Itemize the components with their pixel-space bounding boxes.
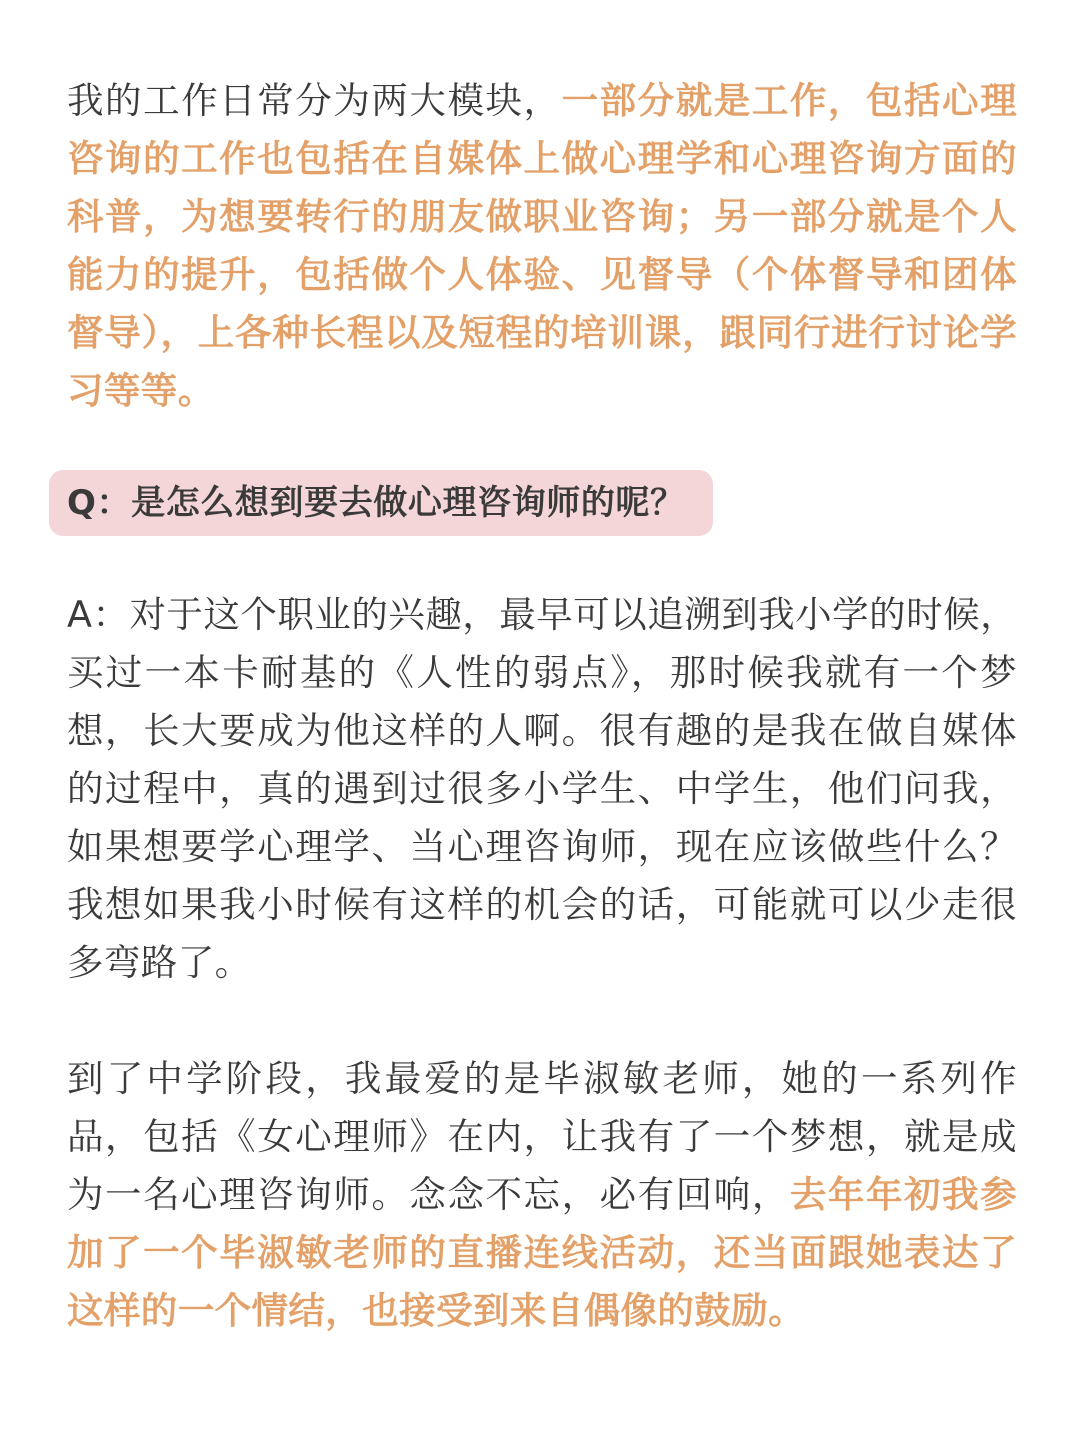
paragraph-plain-text: 到了中学阶段，我最爱的是毕淑敏老师，她的一系列作品，包括《女心理师》在内，让我有了一个梦想，就是成为一名心理咨询师。念念不忘，必有回响， — [67, 1057, 1017, 1216]
question-banner: Q：是怎么想到要去做心理咨询师的呢？ — [49, 470, 713, 536]
paragraph-plain-text: 我的工作日常分为两大模块， — [67, 79, 562, 122]
paragraph-middle-school — [67, 1050, 1017, 1340]
paragraph-highlight-text: 一部分就是工作，包括心理咨询的工作也包括在自媒体上做心理学和心理咨询方面的科普，为想要转行的朋友做职业咨询；另一部分就是个人能力的提升，包括做个人体验、见督导（个体督导和团体督导），上各种长程以及短程的培训课，跟同行进行讨论学习等等。 — [67, 79, 1017, 412]
article-body — [67, 72, 1017, 1340]
paragraph-work-modules — [67, 72, 1017, 420]
answer-paragraph: A：对于这个职业的兴趣，最早可以追溯到我小学的时候，买过一本卡耐基的《人性的弱点》，那时候我就有一个梦想，长大要成为他这样的人啊。很有趣的是我在做自媒体的过程中，真的遇到过很多小学生、中学生，他们问我，如果想要学心理学、当心理咨询师，现在应该做些什么？我想如果我小时候有这样的机会的话，可能就可以少走很多弯路了。 — [67, 593, 1017, 984]
paragraph-highlight-text: 去年年初我参加了一个毕淑敏老师的直播连线活动，还当面跟她表达了这样的一个情结，也接受到来自偶像的鼓励。 — [67, 1173, 1017, 1332]
